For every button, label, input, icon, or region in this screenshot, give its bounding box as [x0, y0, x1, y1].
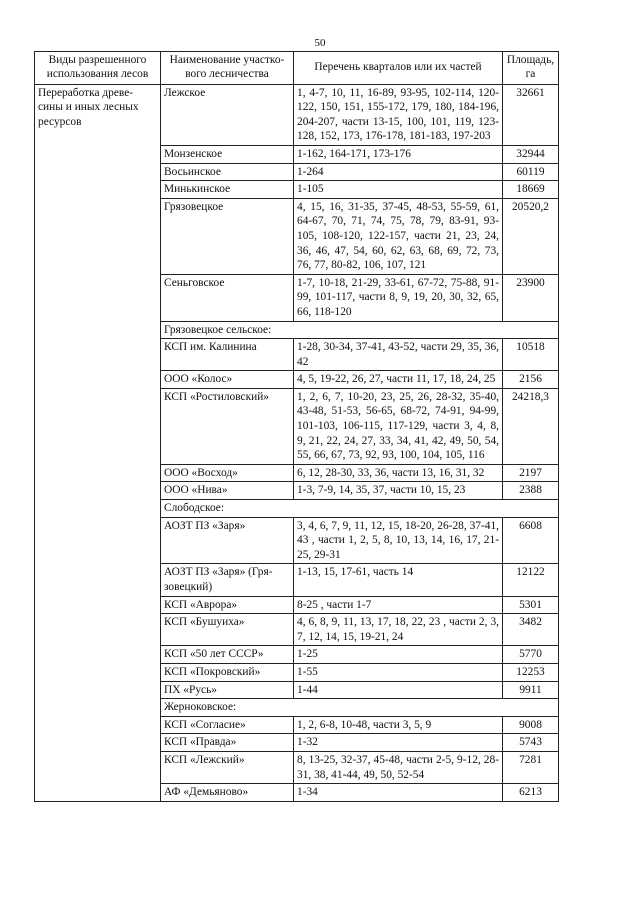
area-cell: 5743 [503, 734, 559, 752]
area-cell: 2388 [503, 482, 559, 500]
quarters-list-cell: 1-264 [294, 163, 503, 181]
header-use-type: Виды разрешенного использования лесов [35, 52, 161, 85]
section-label: Жерноковское: [161, 699, 559, 717]
header-area: Площадь, га [503, 52, 559, 85]
forestry-name-cell: КСП «Покровский» [161, 663, 294, 681]
header-forestry-name: Наименование участко-вого лесничества [161, 52, 294, 85]
forestry-name-cell: КСП им. Калинина [161, 339, 294, 371]
table-header-row [35, 52, 559, 85]
area-cell: 9008 [503, 716, 559, 734]
quarters-list-cell: 6, 12, 28-30, 33, 36, части 13, 16, 31, 32 [294, 464, 503, 482]
forestry-name-cell: КСП «Правда» [161, 734, 294, 752]
forestry-name-cell: Восьинское [161, 163, 294, 181]
use-type-cell: Переработка древе-сины и иных лесных ресурсов [35, 84, 161, 801]
table-row [35, 84, 559, 145]
area-cell: 18669 [503, 181, 559, 199]
quarters-list-cell: 1, 2, 6, 7, 10-20, 23, 25, 26, 28-32, 35-40, 43-48, 51-53, 56-65, 68-72, 74-91, 94-99, 101-103, 106-115, 117-129, части 3, 4, 8, 9, 21, 22, 24, 27, 33, 34, 41, 42, 49, 50, 54, 55, 66, 67, 73, 92, 93, 100, 104, 105, 116 [294, 388, 503, 464]
area-cell: 32661 [503, 84, 559, 145]
area-cell: 7281 [503, 751, 559, 783]
quarters-list-cell: 1-32 [294, 734, 503, 752]
section-label: Слободское: [161, 500, 559, 518]
area-cell: 6213 [503, 784, 559, 802]
area-cell: 6608 [503, 517, 559, 564]
area-cell: 12253 [503, 663, 559, 681]
quarters-list-cell: 1-105 [294, 181, 503, 199]
quarters-list-cell: 1-13, 15, 17-61, часть 14 [294, 564, 503, 596]
quarters-list-cell: 1-162, 164-171, 173-176 [294, 145, 503, 163]
quarters-list-cell: 1-3, 7-9, 14, 35, 37, части 10, 15, 23 [294, 482, 503, 500]
table-body [35, 84, 559, 801]
forestry-name-cell: АОЗТ ПЗ «Заря» (Гря-зовецкий) [161, 564, 294, 596]
quarters-list-cell: 8, 13-25, 32-37, 45-48, части 2-5, 9-12, 28-31, 38, 41-44, 49, 50, 52-54 [294, 751, 503, 783]
forestry-name-cell: Лежское [161, 84, 294, 145]
quarters-list-cell: 8-25 , части 1-7 [294, 596, 503, 614]
forestry-name-cell: АОЗТ ПЗ «Заря» [161, 517, 294, 564]
forestry-name-cell: Грязовецкое [161, 198, 294, 274]
forestry-name-cell: ООО «Нива» [161, 482, 294, 500]
area-cell: 5301 [503, 596, 559, 614]
forestry-name-cell: КСП «Согласие» [161, 716, 294, 734]
forestry-name-cell: Монзенское [161, 145, 294, 163]
forestry-name-cell: Сеньговское [161, 274, 294, 321]
area-cell: 12122 [503, 564, 559, 596]
forestry-name-cell: КСП «Ростиловский» [161, 388, 294, 464]
area-cell: 2156 [503, 371, 559, 389]
quarters-list-cell: 3, 4, 6, 7, 9, 11, 12, 15, 18-20, 26-28, 37-41, 43 , части 1, 2, 5, 8, 10, 13, 14, 16, 17, 21-25, 29-31 [294, 517, 503, 564]
quarters-list-cell: 1-34 [294, 784, 503, 802]
quarters-list-cell: 1-28, 30-34, 37-41, 43-52, части 29, 35, 36, 42 [294, 339, 503, 371]
area-cell: 24218,3 [503, 388, 559, 464]
quarters-list-cell: 4, 15, 16, 31-35, 37-45, 48-53, 55-59, 61, 64-67, 70, 71, 74, 75, 78, 79, 83-91, 93-105, 108-120, 122-157, части 21, 23, 24, 36, 46, 47, 54, 60, 62, 63, 68, 69, 72, 73, 76, 77, 80-82, 106, 107, 121 [294, 198, 503, 274]
header-quarters-list: Перечень кварталов или их частей [294, 52, 503, 85]
forestry-name-cell: ПХ «Русь» [161, 681, 294, 699]
area-cell: 2197 [503, 464, 559, 482]
area-cell: 10518 [503, 339, 559, 371]
quarters-list-cell: 1, 2, 6-8, 10-48, части 3, 5, 9 [294, 716, 503, 734]
forestry-name-cell: Минькинское [161, 181, 294, 199]
forest-use-table [34, 51, 559, 802]
quarters-list-cell: 1, 4-7, 10, 11, 16-89, 93-95, 102-114, 120-122, 150, 151, 155-172, 179, 180, 184-196, 204-207, части 13-15, 100, 101, 119, 123-128, 152, 173, 176-178, 181-183, 197-203 [294, 84, 503, 145]
forestry-name-cell: КСП «50 лет СССР» [161, 646, 294, 664]
area-cell: 5770 [503, 646, 559, 664]
forestry-name-cell: КСП «Аврора» [161, 596, 294, 614]
quarters-list-cell: 4, 6, 8, 9, 11, 13, 17, 18, 22, 23 , части 2, 3, 7, 12, 14, 15, 19-21, 24 [294, 614, 503, 646]
page-number: 50 [314, 37, 326, 49]
quarters-list-cell: 4, 5, 19-22, 26, 27, части 11, 17, 18, 24, 25 [294, 371, 503, 389]
area-cell: 9911 [503, 681, 559, 699]
forestry-name-cell: КСП «Бушуиха» [161, 614, 294, 646]
area-cell: 32944 [503, 145, 559, 163]
forestry-name-cell: ООО «Колос» [161, 371, 294, 389]
quarters-list-cell: 1-25 [294, 646, 503, 664]
quarters-list-cell: 1-55 [294, 663, 503, 681]
forestry-name-cell: АФ «Демьяново» [161, 784, 294, 802]
forestry-name-cell: ООО «Восход» [161, 464, 294, 482]
area-cell: 23900 [503, 274, 559, 321]
quarters-list-cell: 1-44 [294, 681, 503, 699]
quarters-list-cell: 1-7, 10-18, 21-29, 33-61, 67-72, 75-88, 91-99, 101-117, части 8, 9, 19, 20, 30, 32, 65, 66, 118-120 [294, 274, 503, 321]
section-label: Грязовецкое сельское: [161, 321, 559, 339]
area-cell: 3482 [503, 614, 559, 646]
area-cell: 20520,2 [503, 198, 559, 274]
area-cell: 60119 [503, 163, 559, 181]
forestry-name-cell: КСП «Лежский» [161, 751, 294, 783]
